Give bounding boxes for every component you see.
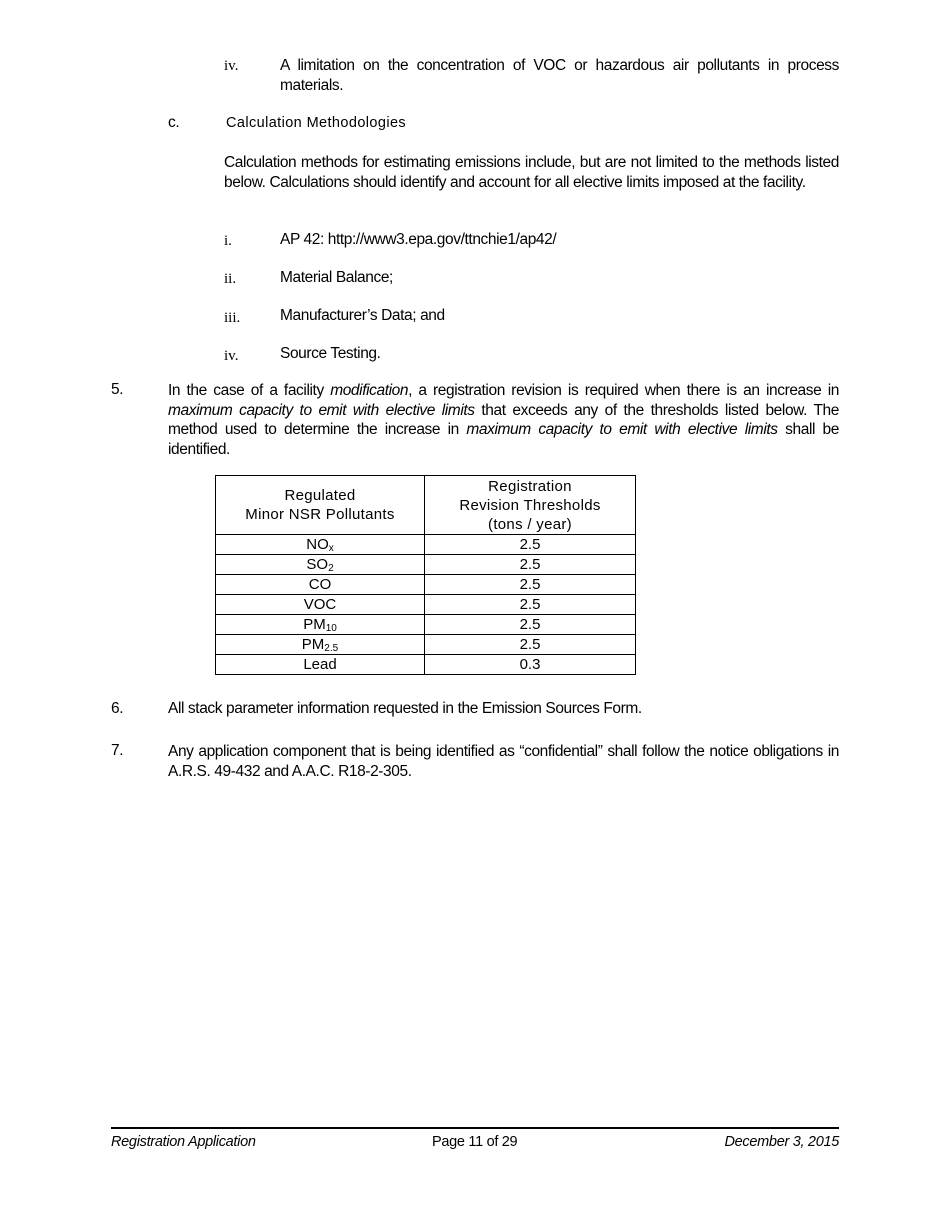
item5-paragraph bbox=[168, 381, 839, 459]
item7-text: Any application component that is being identified as “confidential” shall follow the notice obligations in A.R.S. 49-432 and A.A.C. R18-2-305. bbox=[168, 743, 839, 780]
footer-document-title: Registration Application bbox=[111, 1134, 256, 1150]
table-row bbox=[216, 595, 636, 615]
emphasis-run: maximum capacity to emit with elective limits bbox=[168, 401, 475, 419]
table-row bbox=[216, 535, 636, 555]
item6-text: All stack parameter information requested in the Emission Sources Form. bbox=[168, 700, 642, 717]
footer-date: December 3, 2015 bbox=[724, 1134, 839, 1150]
pollutant-name: PM bbox=[301, 636, 325, 653]
list-numeral: iii. bbox=[224, 310, 241, 326]
text-run: that exceeds any of the thresholds listed below. The method used to determine the increase in bbox=[168, 401, 839, 438]
emphasis-run: maximum capacity to emit with elective limits bbox=[466, 421, 778, 438]
column-header-thresholds bbox=[425, 476, 636, 535]
pollutant-name: PM bbox=[303, 616, 326, 633]
item-number: 7. bbox=[111, 742, 124, 759]
threshold-cell: 2.5 bbox=[425, 595, 636, 615]
list-numeral: i. bbox=[224, 233, 232, 249]
list-item-text: A limitation on the concentration of VOC or hazardous air pollutants in process materials. bbox=[280, 57, 839, 94]
pollutant-name: SO bbox=[306, 556, 329, 573]
pollutant-name: VOC bbox=[303, 596, 337, 613]
footer-page-number: Page 11 of 29 bbox=[432, 1134, 518, 1150]
list-item-text: Material Balance; bbox=[280, 269, 393, 286]
section-heading: Calculation Methodologies bbox=[226, 115, 407, 131]
pollutant-subscript: 2 bbox=[328, 563, 334, 574]
list-item-text: AP 42: http://www3.epa.gov/ttnchie1/ap42/ bbox=[280, 231, 557, 248]
pollutant-name: CO bbox=[308, 576, 332, 593]
pollutant-cell bbox=[216, 635, 425, 655]
pollutant-name: Lead bbox=[303, 656, 337, 673]
pollutant-cell bbox=[216, 655, 425, 675]
list-item-text: Source Testing. bbox=[280, 345, 381, 362]
header-line: Registration bbox=[488, 477, 572, 495]
list-item-text: Manufacturer’s Data; and bbox=[280, 307, 445, 324]
section-label: c. bbox=[168, 114, 180, 131]
table-row bbox=[216, 575, 636, 595]
header-line: (tons / year) bbox=[488, 515, 572, 533]
section-paragraph: Calculation methods for estimating emissions include, but are not limited to the methods listed below. Calculations should identify and account for all elective limits imposed at the facility. bbox=[224, 154, 839, 191]
item-number: 6. bbox=[111, 700, 124, 717]
pollutant-cell bbox=[216, 575, 425, 595]
column-header-pollutants bbox=[216, 476, 425, 535]
emphasis-run: modification bbox=[330, 382, 409, 399]
pollutant-cell bbox=[216, 535, 425, 555]
threshold-cell: 2.5 bbox=[425, 555, 636, 575]
item-number: 5. bbox=[111, 381, 124, 398]
threshold-cell: 2.5 bbox=[425, 535, 636, 555]
table-row bbox=[216, 635, 636, 655]
list-numeral: iv. bbox=[224, 348, 239, 364]
threshold-cell: 2.5 bbox=[425, 575, 636, 595]
pollutant-cell bbox=[216, 595, 425, 615]
table-row bbox=[216, 555, 636, 575]
pollutant-subscript: 2.5 bbox=[324, 643, 339, 654]
text-run: shall be identified. bbox=[168, 421, 839, 458]
header-line: Revision Thresholds bbox=[459, 496, 601, 514]
header-line: Minor NSR Pollutants bbox=[245, 506, 395, 523]
table-header-row bbox=[216, 476, 636, 535]
threshold-cell: 2.5 bbox=[425, 635, 636, 655]
text-run: In the case of a facility bbox=[168, 382, 331, 399]
pollutant-subscript: 10 bbox=[325, 623, 337, 634]
header-line: Regulated bbox=[284, 487, 356, 504]
pollutant-cell bbox=[216, 555, 425, 575]
text-run: , a registration revision is required when there is an increase in bbox=[408, 382, 840, 399]
table-row bbox=[216, 615, 636, 635]
table-row bbox=[216, 655, 636, 675]
thresholds-table bbox=[215, 475, 636, 675]
threshold-cell: 2.5 bbox=[425, 615, 636, 635]
footer-rule bbox=[111, 1127, 839, 1129]
pollutant-subscript: x bbox=[328, 543, 334, 554]
pollutant-cell bbox=[216, 615, 425, 635]
list-numeral: ii. bbox=[224, 271, 237, 287]
list-numeral: iv. bbox=[224, 58, 239, 74]
pollutant-name: NO bbox=[306, 536, 329, 553]
threshold-cell: 0.3 bbox=[425, 655, 636, 675]
